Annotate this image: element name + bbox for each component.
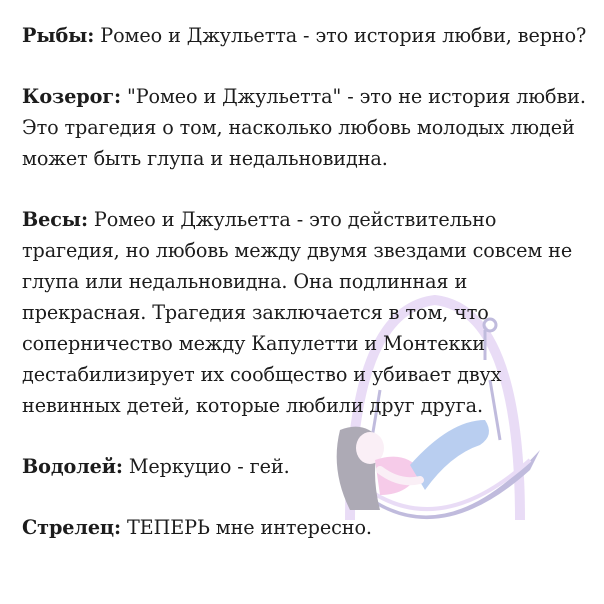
speaker-aquarius: Водолей: <box>22 455 123 478</box>
dialogue-line-pisces <box>22 20 587 51</box>
speaker-pisces: Рыбы: <box>22 24 95 47</box>
dialogue-line-libra <box>22 204 587 421</box>
line-text-aquarius: Меркуцио - гей. <box>122 455 290 478</box>
zodiac-dialogue <box>22 20 587 573</box>
speaker-capricorn: Козерог: <box>22 85 121 108</box>
speaker-sagittarius: Стрелец: <box>22 516 121 539</box>
dialogue-line-aquarius <box>22 451 587 482</box>
line-text-sagittarius: ТЕПЕРЬ мне интересно. <box>120 516 372 539</box>
line-text-capricorn: "Ромео и Джульетта" - это не история любви. Это трагедия о том, насколько любовь молодых людей может быть глупа и недальновидна. <box>22 85 586 170</box>
dialogue-line-sagittarius <box>22 512 587 543</box>
dialogue-line-capricorn <box>22 81 587 174</box>
line-text-libra: Ромео и Джульетта - это действительно трагедия, но любовь между двумя звездами совсем не глупа или недальновидна. Она подлинная и прекрасная. Трагедия заключается в том, что соперничество между Капулетти и Монтекки дестабилизирует их сообщество и убивает двух невинных детей, которые любили друг друга. <box>22 208 573 417</box>
speaker-libra: Весы: <box>22 208 88 231</box>
line-text-pisces: Ромео и Джульетта - это история любви, верно? <box>94 24 587 47</box>
